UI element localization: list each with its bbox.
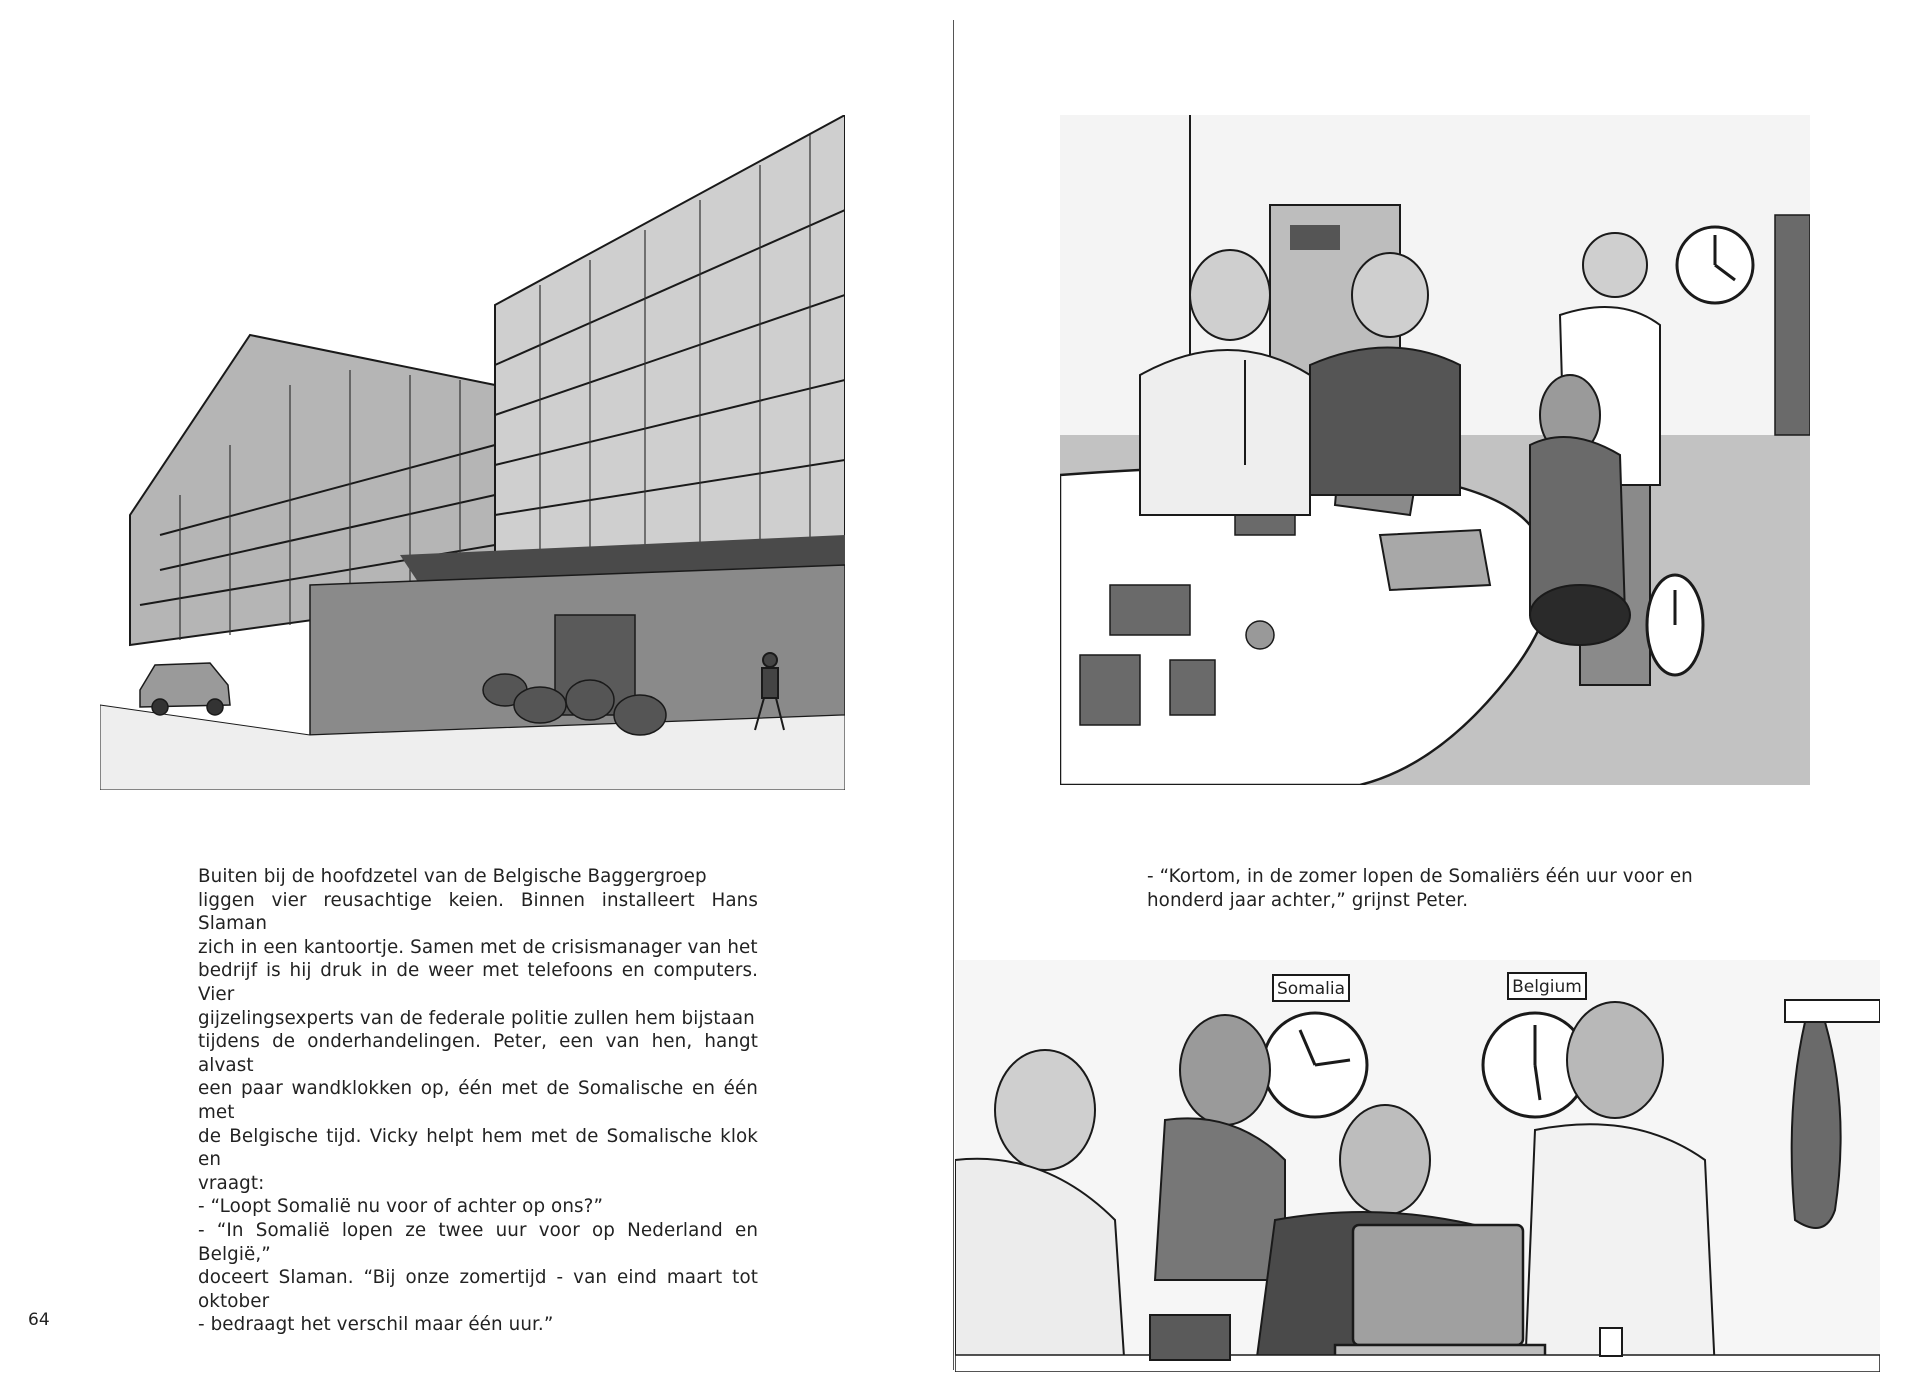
text-line: - “Loopt Somalië nu voor of achter op ons?” xyxy=(198,1196,604,1218)
text-line: zich in een kantoortje. Samen met de crisismanager van het xyxy=(198,936,758,958)
text-line: doceert Slaman. “Bij onze zomertijd - van eind maart tot oktober xyxy=(198,1267,758,1312)
somalia-sign xyxy=(1273,975,1349,1001)
page-number: 64 xyxy=(28,1310,50,1330)
clocks-office-illustration xyxy=(955,960,1880,1372)
right-paragraph xyxy=(1147,865,1707,912)
left-paragraph xyxy=(198,865,758,1337)
text-line: - “In Somalië lopen ze twee uur voor op Nederland en België,” xyxy=(198,1219,758,1265)
somalia-sign-label: Somalia xyxy=(1276,979,1346,999)
belgium-sign xyxy=(1508,973,1586,999)
office-building-illustration xyxy=(100,115,845,790)
text-line: bedrijf is hij druk in de weer met telefoons en computers. Vier xyxy=(198,960,758,1005)
text-line: tijdens de onderhandelingen. Peter, een van hen, hangt alvast xyxy=(198,1031,758,1076)
text-line: de Belgische tijd. Vicky helpt hem met de Somalische klok en xyxy=(198,1125,758,1171)
somalia-clock xyxy=(1263,1013,1367,1117)
text-line: - bedraagt het verschil maar één uur.” xyxy=(198,1314,554,1336)
text-line: een paar wandklokken op, één met de Somalische en één met xyxy=(198,1078,758,1123)
crisis-room-illustration xyxy=(1060,115,1810,785)
page-gutter xyxy=(953,20,954,1370)
text-line: honderd jaar achter,” grijnst Peter. xyxy=(1147,889,1469,911)
text-line: Buiten bij de hoofdzetel van de Belgische Baggergroep xyxy=(198,866,707,887)
text-line: vraagt: xyxy=(198,1172,265,1194)
text-line: - “Kortom, in de zomer lopen de Somaliërs één uur voor en xyxy=(1147,866,1693,887)
text-line: gijzelingsexperts van de federale politie zullen hem bijstaan xyxy=(198,1007,755,1029)
belgium-sign-label: Belgium xyxy=(1512,977,1582,997)
text-line: liggen vier reusachtige keien. Binnen installeert Hans Slaman xyxy=(198,889,758,935)
